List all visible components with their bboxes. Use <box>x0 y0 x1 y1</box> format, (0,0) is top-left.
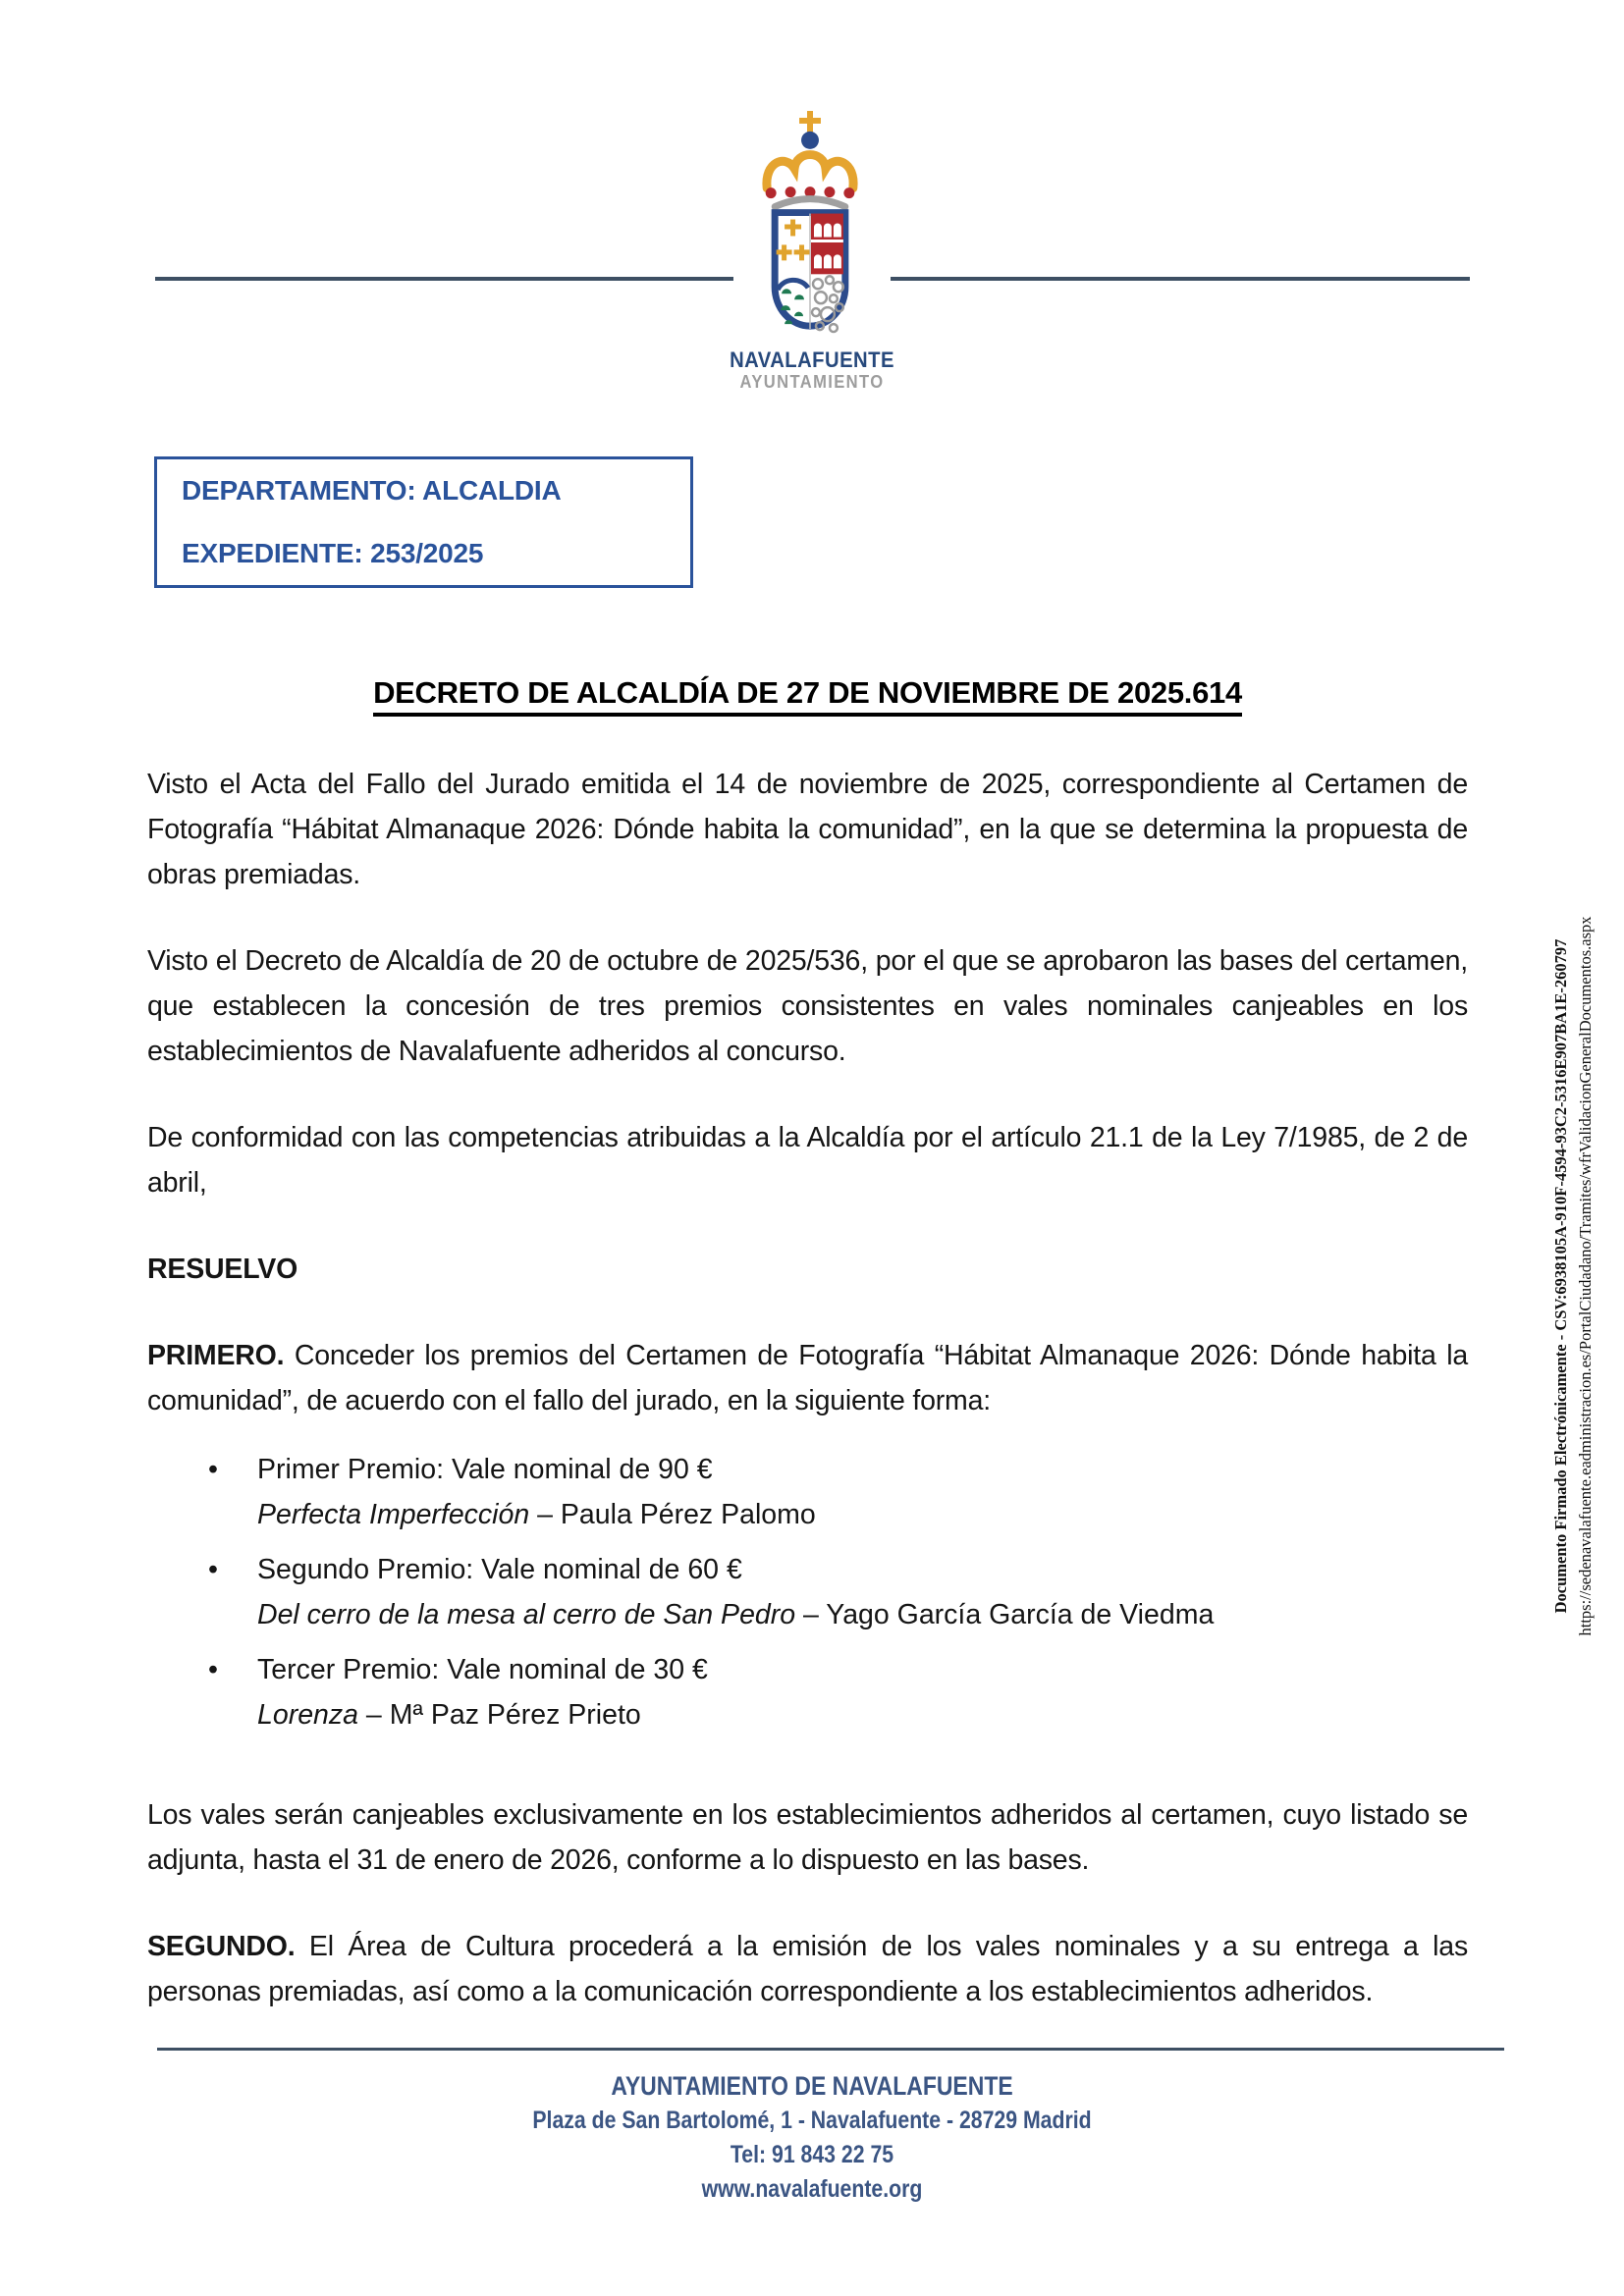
esignature-text-block <box>1548 815 1597 1737</box>
award-work-title: Lorenza <box>257 1699 358 1731</box>
award-prize: Primer Premio: Vale nominal de 90 € <box>257 1454 713 1485</box>
paragraph-conformidad: De conformidad con las competencias atribuidas a la Alcaldía por el artículo 21.1 de la Ley 7/1985, de 2 de abril, <box>147 1122 1468 1199</box>
award-author: Mª Paz Pérez Prieto <box>389 1699 641 1731</box>
document-body <box>147 675 1468 2056</box>
award-prize: Segundo Premio: Vale nominal de 60 € <box>257 1554 742 1585</box>
department-line: DEPARTAMENTO: ALCALDIA <box>182 475 562 506</box>
paragraph-decreto-bases: Visto el Decreto de Alcaldía de 20 de octubre de 2025/536, por el que se aprobaron las bases del certamen, que establecen la concesión de tres premios consistentes en vales nominales canjeables en los establecimientos de Navalafuente adheridos al concurso. <box>147 945 1468 1067</box>
esignature-csv-line: Documento Firmado Electrónicamente - CSV:6938105A-910F-4594-93C2-5316E907BA1E-260797 <box>1551 938 1570 1614</box>
primero-text: Conceder los premios del Certamen de Fotografía “Hábitat Almanaque 2026: Dónde habita la comunidad”, de acuerdo con el fallo del jurado, en la siguiente forma: <box>147 1340 1468 1416</box>
header-rule-right <box>891 277 1470 281</box>
bullet-icon: • <box>208 1454 218 1485</box>
municipal-crest-logo <box>749 108 871 347</box>
bullet-icon: • <box>208 1654 218 1685</box>
paragraph-primero <box>147 1333 1468 1423</box>
footer-phone: Tel: 91 843 22 75 <box>730 2141 894 2168</box>
primero-lead: PRIMERO. <box>147 1340 285 1371</box>
footer-rule <box>157 2048 1504 2051</box>
crest-cross-bar <box>799 118 821 124</box>
crest-red-panel <box>811 214 843 275</box>
paragraph-segundo <box>147 1924 1468 2014</box>
award-credit <box>257 1492 1468 1537</box>
awards-list <box>147 1447 1468 1737</box>
award-prize: Tercer Premio: Vale nominal de 30 € <box>257 1654 708 1685</box>
paragraph-vales: Los vales serán canjeables exclusivamente en los establecimientos adheridos al certamen, cuyo listado se adjunta, hasta el 31 de enero de 2026, conforme a lo dispuesto en las bases. <box>147 1799 1468 1876</box>
award-work-title: Perfecta Imperfección <box>257 1499 530 1530</box>
footer-block <box>0 2069 1624 2207</box>
footer-municipality: AYUNTAMIENTO DE NAVALAFUENTE <box>611 2071 1013 2101</box>
footer-website: www.navalafuente.org <box>701 2175 923 2203</box>
logo-municipality-name: NAVALAFUENTE <box>730 347 894 372</box>
award-item-third <box>147 1647 1468 1737</box>
award-separator: – <box>358 1699 390 1731</box>
award-author: Paula Pérez Palomo <box>560 1499 816 1530</box>
paragraph-acta: Visto el Acta del Fallo del Jurado emitida el 14 de noviembre de 2025, correspondiente al Certamen de Fotografía “Hábitat Almanaque 2026: Dónde habita la comunidad”, en la que se determina la propuesta de obras premiadas. <box>147 769 1468 890</box>
award-work-title: Del cerro de la mesa al cerro de San Pedro <box>257 1599 796 1630</box>
footer-address: Plaza de San Bartolomé, 1 - Navalafuente - 28729 Madrid <box>532 2107 1092 2134</box>
esignature-validation-url: https://sedenavalafuente.eadministracion.es/PortalCiudadano/Tramites/wfrValidacionGeneralDocumentos.aspx <box>1576 916 1595 1636</box>
header-rule-left <box>155 277 733 281</box>
logo-subtitle: AYUNTAMIENTO <box>739 372 885 392</box>
crest-band <box>775 199 845 207</box>
expediente-line: EXPEDIENTE: 253/2025 <box>182 538 484 568</box>
award-item-first <box>147 1447 1468 1537</box>
crest-orb <box>801 132 819 149</box>
award-credit <box>257 1592 1468 1637</box>
crest-crown <box>767 155 853 188</box>
department-box <box>154 456 693 588</box>
award-author: Yago García García de Viedma <box>826 1599 1215 1630</box>
award-credit <box>257 1692 1468 1737</box>
award-separator: – <box>795 1599 827 1630</box>
title-row <box>147 675 1468 717</box>
segundo-lead: SEGUNDO. <box>147 1931 296 1962</box>
decree-title: DECRETO DE ALCALDÍA DE 27 DE NOVIEMBRE DE 2025.614 <box>373 675 1242 717</box>
resuelvo-heading: RESUELVO <box>147 1254 298 1285</box>
bullet-icon: • <box>208 1554 218 1585</box>
segundo-text: El Área de Cultura procederá a la emisión de los vales nominales y a su entrega a las personas premiadas, así como a la comunicación correspondiente a los establecimientos adheridos. <box>147 1931 1468 2007</box>
award-item-second <box>147 1547 1468 1637</box>
award-separator: – <box>529 1499 561 1530</box>
